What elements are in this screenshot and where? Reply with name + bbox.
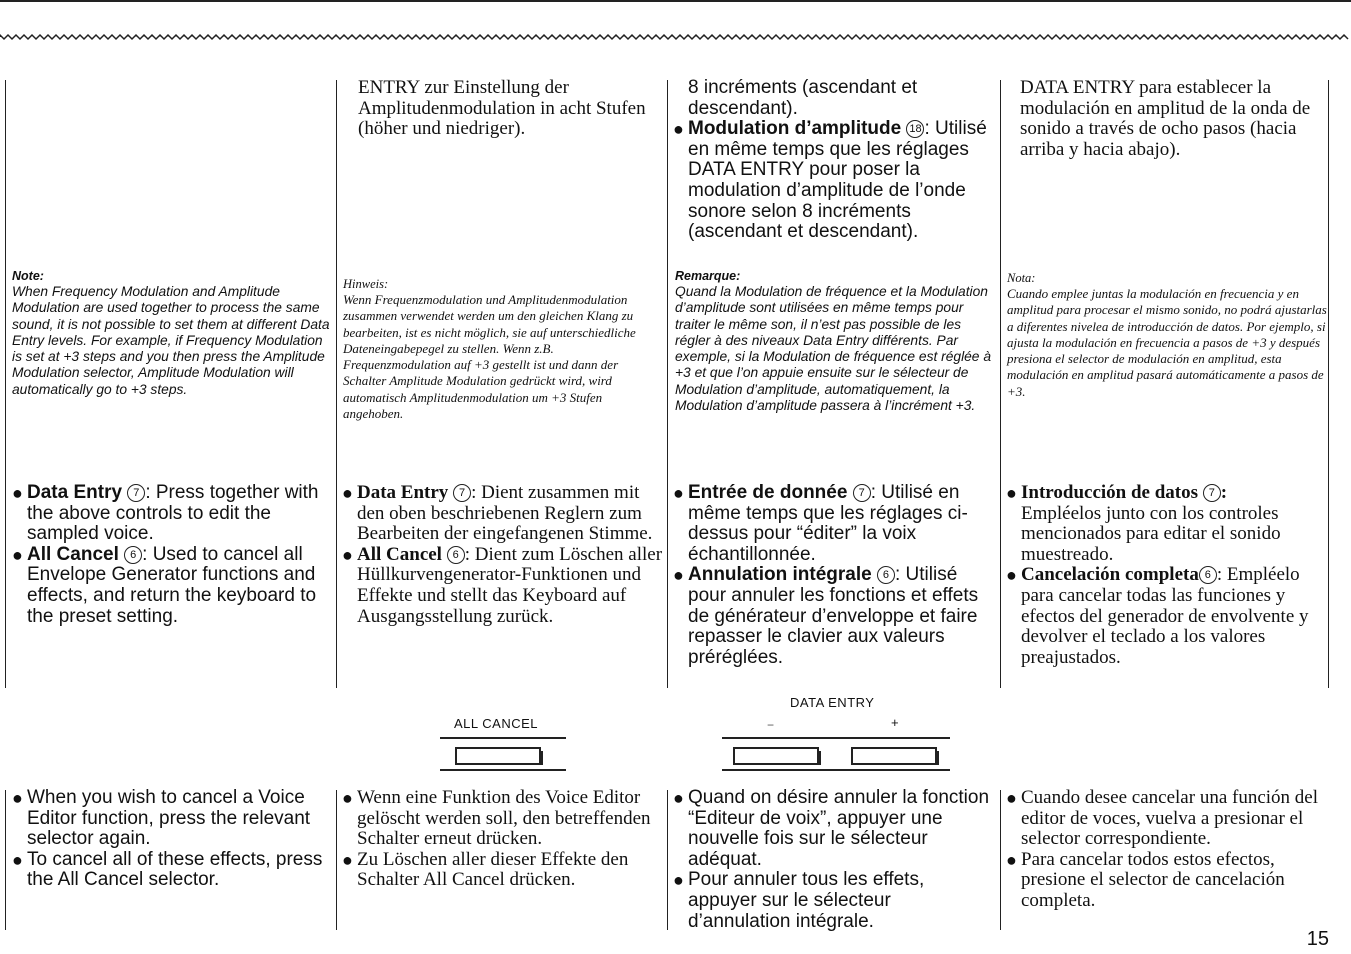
ref-number: 6	[124, 546, 142, 564]
intro-text: 8 incréments (ascendant et descendant).	[688, 77, 918, 119]
german-intro	[358, 78, 658, 140]
french-bottom	[673, 788, 998, 932]
item-label: Data Entry	[27, 482, 123, 503]
item-text: Pour annuler tous les effets, appuyer sur le sélecteur d’annulation intégrale.	[688, 869, 925, 932]
list-item: ● Para cancelar todos estos efectos, presione el selector de cancelación completa.	[1006, 850, 1328, 912]
item-text: : Used to cancel all Envelope Generator functions and effects, and return the keyboard to the preset setting.	[27, 543, 317, 627]
item-text: Wenn eine Funktion des Voice Editor gelöscht werden soll, den betreffenden Schalter erneut drücken.	[357, 787, 651, 850]
minus-sign: −	[767, 718, 775, 732]
page-number: 15	[1306, 928, 1329, 950]
ref-number: 7	[127, 484, 145, 502]
english-column	[12, 268, 330, 398]
column-divider	[336, 80, 337, 688]
english-controls	[12, 483, 330, 627]
all-cancel-item: ● Annulation intégrale 6 : Utilisé pour annuler les fonctions et effets de générateur d’enveloppe et faire repasser le clavier aux valeurs préréglées.	[673, 564, 979, 668]
english-bottom	[12, 788, 332, 891]
spanish-intro	[1020, 78, 1326, 160]
ref-number: 7	[1203, 484, 1221, 502]
all-cancel-button[interactable]	[455, 747, 541, 765]
list-item: ● Wenn eine Funktion des Voice Editor gelöscht werden soll, den betreffenden Schalter erneut drücken.	[342, 788, 660, 850]
item-text: : Dient zusammen mit den oben beschriebenen Reglern zum Bearbeiten der eingefangenen Stimme.	[357, 482, 653, 545]
ref-number: 18	[906, 120, 924, 138]
column-divider	[1000, 790, 1001, 930]
panel-rule	[440, 769, 566, 771]
column-divider	[1328, 80, 1329, 688]
list-item: ● When you wish to cancel a Voice Editor function, press the relevant selector again.	[12, 788, 332, 850]
ref-number: 6	[1199, 566, 1217, 584]
german-bottom	[342, 788, 660, 891]
item-text: Quand on désire annuler la fonction “Editeur de voix”, appuyer une nouvelle fois sur le sélecteur adéquat.	[688, 787, 990, 870]
item-label: Modulation d’amplitude	[688, 118, 902, 140]
note-text: Wenn Frequenzmodulation und Amplitudenmodulation zusammen verwendet werden um den gleichen Klang zu bearbeiten, ist es nicht möglich, sie auf unterschiedliche Dateneingabepegel zu stellen. Wenn z.B. Frequenzmodulation auf +3 gestellt ist und dann der Schalter Amplitude Modulation gedrückt wird, wird automatisch Amplitudenmodulation um +3 Stufen angehoben.	[343, 292, 636, 422]
spanish-controls	[1006, 483, 1328, 668]
note-title: Nota:	[1007, 271, 1036, 285]
intro-text: DATA ENTRY para establecer la modulación en amplitud de la onda de sonido a través de ocho pasos (hacia arriba y hacia abajo).	[1020, 77, 1311, 160]
item-label: All Cancel	[27, 543, 119, 565]
german-note	[343, 276, 663, 422]
column-divider	[5, 80, 6, 688]
note-text: Cuando emplee juntas la modulación en frecuencia y en amplitud para procesar el mismo sonido, no podrá ajustarlas a diferentes nivelea de introducción de datos. Por ejemplo, si ajusta la modulación en frecuencia a pasos de +3 y después presiona el selector de modulación en amplitud, esta modulación en amplitud pasará automáticamente a pasos de +3.	[1007, 286, 1327, 399]
note-title: Hinweis:	[343, 277, 389, 291]
list-item: ● Cuando desee cancelar una función del editor de voces, vuelva a presionar el selector correspondiente.	[1006, 788, 1328, 850]
item-text: : Utilisé en même temps que les réglages DATA ENTRY pour poser la modulation d’amplitude de l’onde sonore selon 8 incréments (ascendant et descendant).	[688, 118, 987, 243]
german-controls	[342, 483, 664, 627]
item-label: All Cancel	[357, 543, 442, 565]
column-divider	[336, 790, 337, 930]
french-intro	[673, 78, 995, 243]
list-item: ● Zu Löschen aller dieser Effekte den Schalter All Cancel drücken.	[342, 850, 660, 891]
data-entry-item: ● Data Entry 7 : Press together with the above controls to edit the sampled voice.	[12, 482, 319, 545]
plus-sign: +	[891, 715, 900, 730]
note-title: Remarque:	[675, 269, 741, 283]
top-rule	[0, 0, 1351, 2]
all-cancel-item: ● All Cancel 6 : Used to cancel all Envelope Generator functions and effects, and return the keyboard to the preset setting.	[12, 543, 317, 627]
panel-rule	[722, 737, 950, 739]
item-label: Cancelación completa	[1021, 564, 1199, 586]
item-text: : Empléelo para cancelar todas las funciones y efectos del generador de envolvente y devolver el teclado a los valores preajustados.	[1021, 564, 1309, 668]
item-text: Empléelos junto con los controles mencionados para editar el sonido muestreado.	[1021, 502, 1281, 565]
amplitude-modulation-item: ● Modulation d’amplitude 18 : Utilisé en même temps que les réglages DATA ENTRY pour poser la modulation d’amplitude de l’onde sonore selon 8 incréments (ascendant et descendant).	[673, 118, 987, 243]
wavy-divider	[0, 30, 1351, 44]
item-text: When you wish to cancel a Voice Editor function, press the relevant selector again.	[27, 787, 311, 850]
item-label: Introducción de datos	[1021, 482, 1199, 503]
item-text: : Utilisé pour annuler les fonctions et effets de générateur d’enveloppe et faire repasser le clavier aux valeurs préréglées.	[688, 564, 979, 668]
all-cancel-item: ● All Cancel 6 : Dient zum Löschen aller Hüllkurvengenerator-Funktionen und Effekte und stellt das Keyboard auf Ausgangsstellung zurück.	[342, 543, 663, 627]
item-label: Annulation intégrale	[688, 564, 872, 586]
item-label: Entrée de donnée	[688, 482, 848, 503]
data-entry-item: ● Entrée de donnée 7 : Utilisé en même temps que les réglages ci-dessus pour “éditer” la voix échantillonnée.	[673, 482, 968, 565]
data-entry-item: ● Data Entry 7 : Dient zusammen mit den oben beschriebenen Reglern zum Bearbeiten der eingefangenen Stimme.	[342, 482, 653, 545]
item-text: Cuando desee cancelar una función del editor de voces, vuelva a presionar el selector correspondiente.	[1021, 787, 1319, 850]
item-text: : Utilisé en même temps que les réglages ci-dessus pour “éditer” la voix échantillonnée.	[688, 482, 968, 565]
ref-number: 6	[447, 546, 465, 564]
column-divider	[667, 80, 668, 688]
item-text: Para cancelar todos estos efectos, presione el selector de cancelación completa.	[1021, 848, 1285, 911]
ref-number: 7	[453, 484, 471, 502]
list-item: ● Quand on désire annuler la fonction “Editeur de voix”, appuyer une nouvelle fois sur le sélecteur adéquat.	[673, 788, 998, 870]
column-divider	[667, 790, 668, 930]
data-entry-item: ● Introducción de datos 7 :	[1006, 482, 1228, 503]
item-text: : Dient zum Löschen aller Hüllkurvengenerator-Funktionen und Effekte und stellt das Keyboard auf Ausgangsstellung zurück.	[357, 543, 663, 627]
french-note	[675, 268, 995, 414]
note-title: Note:	[12, 269, 44, 283]
list-item: ● To cancel all of these effects, press the All Cancel selector.	[12, 850, 332, 891]
panel-rule	[440, 737, 566, 739]
note-text: When Frequency Modulation and Amplitude Modulation are used together to process the same sound, it is not possible to set them at different Data Entry levels. For example, if Frequency Modulation is set at +3 steps and you then press the Amplitude Modulation selector, Amplitude Modulation will automatically go to +3 steps.	[12, 284, 330, 397]
item-label: Data Entry	[357, 482, 449, 503]
intro-text: ENTRY zur Einstellung der Amplitudenmodulation in acht Stufen (höher und niedriger).	[358, 77, 646, 140]
item-text: Zu Löschen aller dieser Effekte den Schalter All Cancel drücken.	[357, 848, 629, 891]
panel-rule	[722, 769, 950, 771]
french-controls	[673, 483, 998, 668]
spanish-bottom	[1006, 788, 1328, 912]
data-entry-label: DATA ENTRY	[790, 695, 875, 710]
spanish-note	[1007, 270, 1327, 400]
item-text: To cancel all of these effects, press the All Cancel selector.	[27, 848, 323, 891]
item-text: : Press together with the above controls to edit the sampled voice.	[27, 482, 319, 545]
list-item: ● Pour annuler tous les effets, appuyer sur le sélecteur d’annulation intégrale.	[673, 870, 998, 932]
ref-number: 7	[853, 484, 871, 502]
column-divider	[5, 790, 6, 930]
all-cancel-item: ● Cancelación completa 6 : Empléelo para cancelar todas las funciones y efectos del generador de envolvente y devolver el teclado a los valores preajustados.	[1006, 564, 1309, 668]
note-text: Quand la Modulation de fréquence et la Modulation d’amplitude sont utilisées en même temps pour traiter le même son, il n’est pas possible de les régler à des niveaux Data Entry différents. Par exemple, si la Modulation de fréquence est réglée à +3 et que l’on appuie ensuite sur le sélecteur de Modulation d’amplitude, automatiquement, la Modulation d’amplitude passera à l’incrément +3.	[675, 284, 991, 414]
ref-number: 6	[877, 566, 895, 584]
data-entry-minus-button[interactable]	[733, 747, 819, 765]
all-cancel-label: ALL CANCEL	[454, 716, 538, 731]
column-divider	[1000, 80, 1001, 688]
data-entry-plus-button[interactable]	[851, 747, 937, 765]
